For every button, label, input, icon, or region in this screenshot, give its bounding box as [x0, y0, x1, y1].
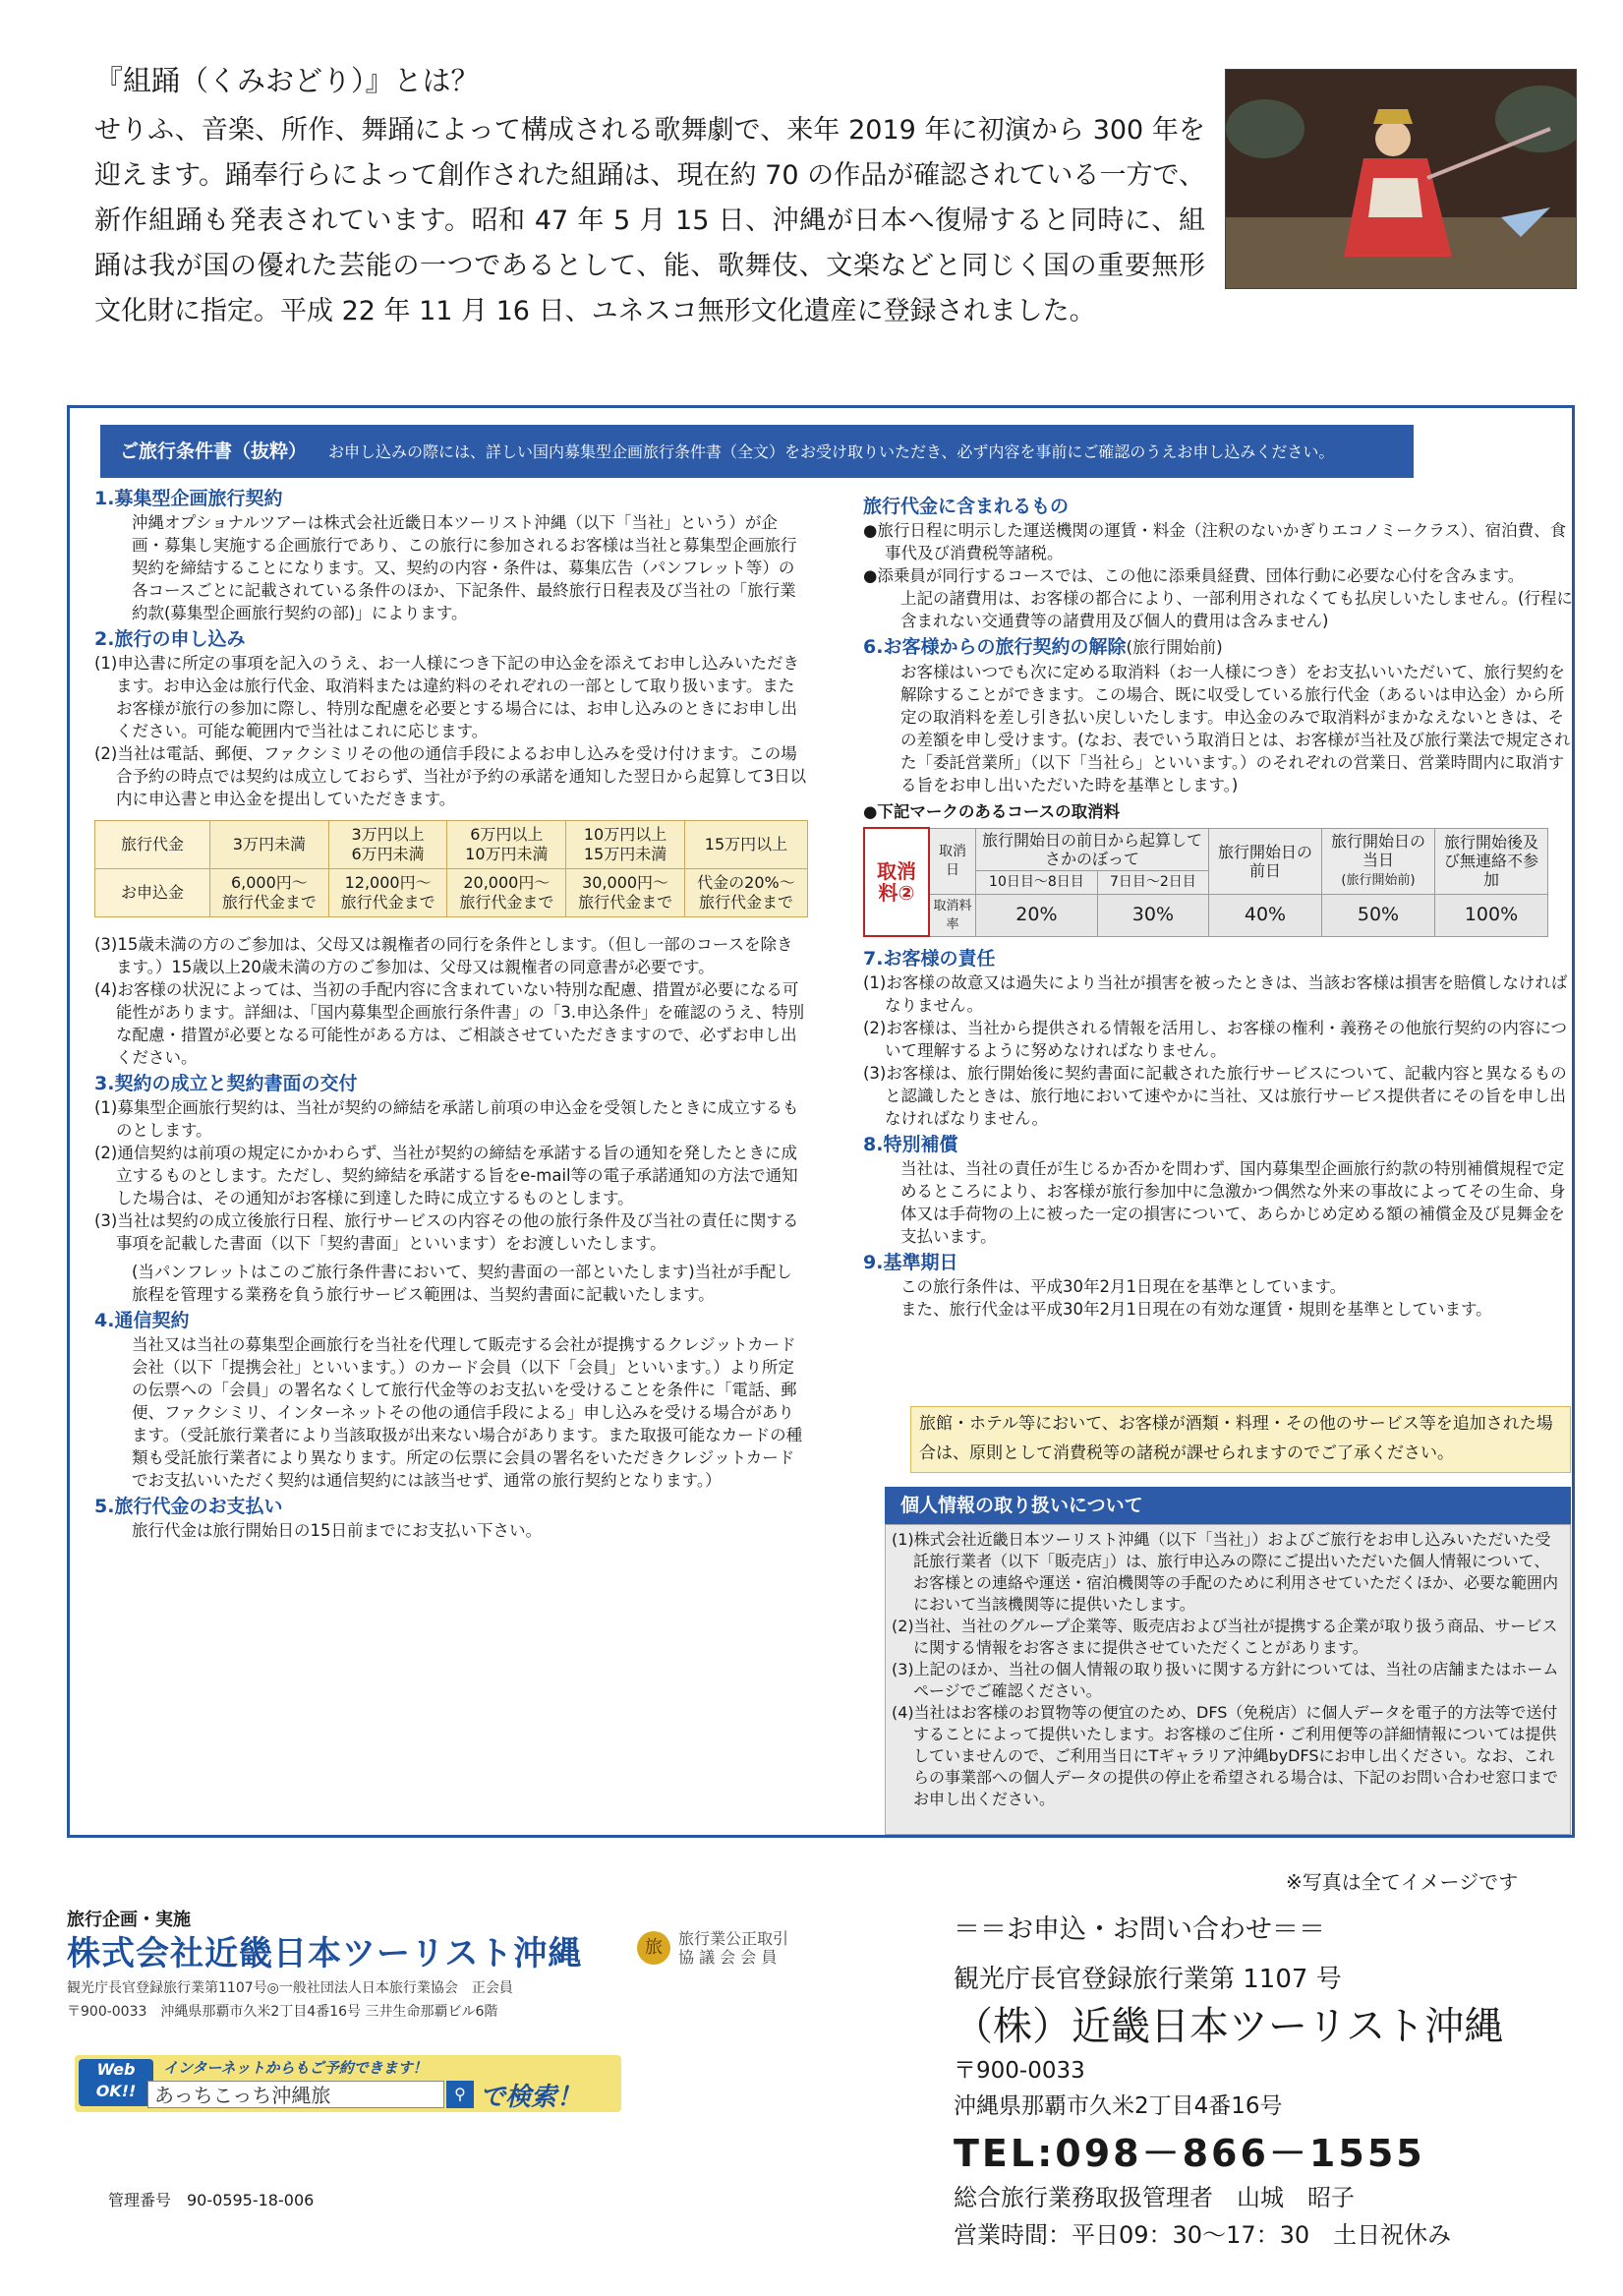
list-item: (1)株式会社近畿日本ツーリスト沖縄（以下「当社」）およびご旅行をお申し込みいただいた受託旅行業者（以下「販売店」）は、旅行申込みの際にご提出いただいた個人情報について、お客様との連絡や運送・宿泊機関等の手配のために利用させていただくほか、必要な範囲内において当該機関等に提供いたします。 — [892, 1530, 1559, 1614]
management-number: 管理番号 90-0595-18-006 — [108, 2191, 315, 2209]
list-item: (3)上記のほか、当社の個人情報の取り扱いに関する方針については、当社の店舗またはホームページでご確認ください。 — [892, 1660, 1559, 1700]
section-title: 2.旅行の申し込み — [94, 628, 246, 650]
table-cell: 12,000円〜 旅行代金まで — [328, 869, 447, 917]
table-cell: 10日目〜8日目 — [976, 870, 1098, 894]
business-hours: 営業時間：平日09：30〜17：30 土日祝休み — [954, 2221, 1452, 2249]
section-title: 9.基準期日 — [863, 1252, 958, 1273]
table-row — [95, 869, 808, 917]
table-cell: 30% — [1097, 894, 1208, 936]
zip-code: 〒900-0033 — [954, 2058, 1085, 2084]
terms-right-column — [863, 492, 1573, 1321]
table-cell: 40% — [1209, 894, 1322, 936]
registration-text: 観光庁長官登録旅行業第 1107 号 — [954, 1965, 1342, 1994]
search-icon[interactable]: ⚲ — [446, 2081, 474, 2108]
section-note: 上記の諸費用は、お客様の都合により、一部利用されなくても払戻しいたしません。(行程に含まれない交通費等の諸費用及び個人的費用は含みません) — [900, 589, 1573, 630]
list-item: ●添乗員が同行するコースでは、この他に添乗員経費、団体行動に必要な心付を含みます。 — [863, 566, 1525, 585]
intro-section — [94, 61, 1205, 334]
table-cell: 代金の20%〜 旅行代金まで — [684, 869, 807, 917]
section-title: 1.募集型企画旅行契約 — [94, 488, 283, 509]
section-note: (当パンフレットはこのご旅行条件書において、契約書面の一部といたします)当社が手配し旅程を管理する業務を負う旅行サービス範囲は、当契約書面に記載いたします。 — [132, 1263, 792, 1304]
table-row — [864, 894, 1548, 936]
address-text: 〒900-0033 沖縄県那覇市久米2丁目4番16号 三井生命那覇ビル6階 — [67, 2004, 498, 2020]
table-cell: 20% — [976, 894, 1098, 936]
search-input[interactable]: あっちこっち沖縄旅 — [147, 2081, 444, 2108]
list-item: (2)当社は電話、郵便、ファクシミリその他の通信手段によるお申し込みを受け付けます。この場合予約の時点では契約は成立しておらず、当社が予約の承諾を通知した翌日から起算して3日以内に申込書と申込金を提出していただきます。 — [94, 744, 807, 808]
address-text: 沖縄県那覇市久米2丁目4番16号 — [954, 2093, 1283, 2119]
deposit-table — [94, 820, 808, 917]
privacy-body — [885, 1524, 1571, 1835]
list-item: (2)通信契約は前項の規定にかかわらず、当社が契約の締結を承諾する旨の通知を発したときに成立するものとします。ただし、契約締結を承諾する旨をe-mail等の電子承諾通知の方法で通知した場合は、その通知がお客様に到達した時に成立するものとします。 — [94, 1144, 798, 1207]
table-row — [95, 821, 808, 869]
terms-left-column — [94, 484, 808, 1542]
table-cell: 3万円以上 6万円未満 — [328, 821, 447, 869]
list-item: (1)お客様の故意又は過失により当社が損害を被ったときは、当該お客様は損害を賠償しなければなりません。 — [863, 973, 1568, 1015]
planner-label: 旅行企画・実施 — [67, 1910, 191, 1930]
list-item: (4)お客様の状況によっては、当初の手配内容に含まれていない特別な配慮、措置が必要になる可能性があります。詳細は、「国内募集型企画旅行条件書」の「3.申込条件」を確認のうえ、特別な配慮・措置が必要となる可能性がある方は、ご相談させていただきますので、必ずお申し出ください。 — [94, 980, 805, 1067]
registration-text: 観光庁長官登録旅行業第1107号◎一般社団法人日本旅行業協会 正会員 — [67, 1980, 513, 1996]
web-ok-badge: Web OK!! — [79, 2059, 153, 2106]
table-cell: 10万円以上 15万円未満 — [566, 821, 685, 869]
section-title: 4.通信契約 — [94, 1310, 190, 1331]
company-name: 株式会社近畿日本ツーリスト沖縄 — [67, 1934, 583, 1973]
table-cell: 100% — [1435, 894, 1548, 936]
table-cell: 30,000円〜 旅行代金まで — [566, 869, 685, 917]
section-title: 8.特別補償 — [863, 1134, 958, 1155]
section-title: 7.お客様の責任 — [863, 948, 996, 970]
table-cell: 20,000円〜 旅行代金まで — [447, 869, 566, 917]
section-text: お客様はいつでも次に定める取消料（お一人様につき）をお支払いいただいて、旅行契約を解除することができます。この場合、既に収受している旅行代金（あるいは申込金）から所定の取消料を差し引き払い戻しいたします。申込金のみで取消料がまかなえないときは、その差額を申し受けます。(なお、表でいう取消日とは、お客様が当社及び旅行業法で規定された「委託営業所」（以下「当社ら」といいます。）のそれぞれの営業日、営業時間内に取消する旨をお申し出いただいた時を基準とします。) — [900, 663, 1571, 795]
table-cell: 取消日 — [929, 828, 976, 894]
terms-header — [100, 425, 1414, 478]
table-cell: 旅行代金 — [95, 821, 210, 869]
search-button[interactable]: で検索！ — [480, 2083, 583, 2112]
list-item: (4)当社はお客様のお買物等の便宜のため、DFS（免税店）に個人データを電子的方法等で送付することによって提供いたします。お客様のご住所・ご利用便等の詳細情報については提供していませんので、ご利用当日にTギャラリア沖縄byDFSにお申し出ください。なお、これらの事業部への個人データの提供の停止を希望される場合は、下記のお問い合わせ窓口までお申し出ください。 — [892, 1703, 1559, 1808]
section-text: 当社又は当社の募集型企画旅行を当社を代理して販売する会社が提携するクレジットカード会社（以下「提携会社」といいます。）のカード会員（以下「会員」といいます。）より所定の伝票への「会員」の署名なくして旅行代金等のお支払いを受けることを条件に「電話、郵便、ファクシミリ、インターネットその他の通信手段による」申し込みを受ける場合があります。（受託旅行業者により当該取扱が出来ない場合があります。また取扱可能なカードの種類も受託旅行業者により異なります。所定の伝票に会員の署名をいただきクレジットカードでお支払いいただく契約は通信契約には該当せず、通常の旅行契約となります。） — [132, 1335, 803, 1490]
table-cell: 6,000円〜 旅行代金まで — [210, 869, 329, 917]
section-text: この旅行条件は、平成30年2月1日現在を基準としています。 — [900, 1277, 1347, 1296]
list-item: (3)当社は契約の成立後旅行日程、旅行サービスの内容その他の旅行条件及び当社の責任に関する事項を記載した書面（以下「契約書面」といいます）をお渡しいたします。 — [94, 1211, 799, 1253]
web-message: インターネットからもご予約できます！ — [163, 2059, 428, 2077]
footer-right — [954, 1908, 1503, 2254]
table-cell: お申込金 — [95, 869, 210, 917]
section-title: 6.お客様からの旅行契約の解除(旅行開始前) — [863, 636, 1223, 658]
table-cell: 15万円以上 — [684, 821, 807, 869]
tax-note: 旅館・ホテル等において、お客様が酒類・料理・その他のサービス等を追加された場合は、原則として消費税等の諸税が課せられますのでご了承ください。 — [910, 1406, 1571, 1473]
table-cell: 取消料率 — [929, 894, 976, 936]
inquiry-heading: ＝＝お申込・お問い合わせ＝＝ — [954, 1914, 1325, 1945]
table-cell: 3万円未満 — [210, 821, 329, 869]
association-seal-icon: 旅 — [637, 1931, 670, 1965]
list-item: (2)当社、当社のグループ企業等、販売店および当社が提携する企業が取り扱う商品、サービスに関する情報をお客さまに提供させていただくことがあります。 — [892, 1617, 1558, 1657]
section-title: 旅行代金に含まれるもの — [863, 496, 1070, 517]
section-title: 3.契約の成立と契約書面の交付 — [94, 1073, 358, 1094]
cancel-mark: 取消料② — [864, 828, 929, 936]
section-text: 沖縄オプショナルツアーは株式会社近畿日本ツーリスト沖縄（以下「当社」という）が企画・募集し実施する企画旅行であり、この旅行に参加されるお客様は当社と募集型企画旅行契約を締結することになります。又、契約の内容・条件は、募集広告（パンフレット等）の各コースごとに記載されている条件のほか、下記条件、最終旅行日程表及び当社の「旅行業約款(募集型企画旅行契約の部)」によります。 — [132, 513, 797, 622]
cancel-heading: ●下記マークのあるコースの取消料 — [863, 802, 1121, 821]
section-text: 当社は、当社の責任が生じるか否かを問わず、国内募集型企画旅行約款の特別補償規程で定めるところにより、お客様が旅行参加中に急激かつ偶然な外来の事故によってその生命、身体又は手荷物の上に被った一定の損害について、あらかじめ定める額の補償金及び見舞金を支払います。 — [900, 1159, 1566, 1246]
table-cell: 旅行開始日の前日から起算してさかのぼって — [976, 828, 1209, 870]
section-title: 5.旅行代金のお支払い — [94, 1496, 283, 1517]
privacy-title: 個人情報の取り扱いについて — [885, 1487, 1571, 1524]
table-cell: 旅行開始日の前日 — [1209, 828, 1322, 894]
table-row — [864, 828, 1548, 870]
association-label: 旅行業公正取引 協 議 会 会 員 — [678, 1929, 789, 1967]
performer-image — [1226, 70, 1576, 288]
section-text: 旅行代金は旅行開始日の15日前までにお支払い下さい。 — [132, 1521, 542, 1540]
table-cell: 7日目〜2日目 — [1097, 870, 1208, 894]
section-text: また、旅行代金は平成30年2月1日現在の有効な運賃・規則を基準としています。 — [900, 1300, 1492, 1319]
table-cell: 6万円以上 10万円未満 — [447, 821, 566, 869]
cancel-fee-table — [863, 827, 1548, 937]
table-cell: 50% — [1322, 894, 1435, 936]
terms-title: ご旅行条件書（抜粋） — [120, 441, 308, 462]
intro-title: 『組踊（くみおどり）』とは？ — [94, 64, 480, 97]
list-item: (2)お客様は、当社から提供される情報を活用し、お客様の権利・義務その他旅行契約の内容について理解するように努めなければなりません。 — [863, 1019, 1568, 1060]
list-item: (1)募集型企画旅行契約は、当社が契約の締結を承諾し前項の申込金を受領したときに成立するものとします。 — [94, 1098, 799, 1140]
manager-name: 総合旅行業務取扱管理者 山城 昭子 — [954, 2184, 1355, 2211]
kumiodori-photo — [1225, 69, 1577, 289]
company-name: （株）近畿日本ツーリスト沖縄 — [954, 2004, 1504, 2049]
table-cell: 旅行開始後及び無連絡不参加 — [1435, 828, 1548, 894]
list-item: (1)申込書に所定の事項を記入のうえ、お一人様につき下記の申込金を添えてお申し込みいただきます。お申込金は旅行代金、取消料または違約料のそれぞれの一部として取り扱います。またお客様が旅行の参加に際し、特別な配慮を必要とする場合には、お申し込みのときにお申し出ください。可能な範囲内で当社はこれに応じます。 — [94, 654, 800, 740]
photo-note: ※写真は全てイメージです — [1286, 1870, 1519, 1894]
list-item: (3)お客様は、旅行開始後に契約書面に記載された旅行サービスについて、記載内容と異なるものと認識したときは、旅行地において速やかに当社、又は旅行サービス提供者にその旨を申し出なければなりません。 — [863, 1064, 1567, 1128]
table-cell: 旅行開始日の当日 (旅行開始前) — [1322, 828, 1435, 894]
intro-body: せりふ、音楽、所作、舞踊によって構成される歌舞劇で、来年 2019 年に初演から 300 年を迎えます。踊奉行らによって創作された組踊は、現在約 70 の作品が確認されている一方で、新作組踊も発表されています。昭和 47 年 5 月 15 日、沖縄が日本へ復帰すると同時に、組踊は我が国の優れた芸能の一つであるとして、能、歌舞伎、文楽などと同じく国の重要無形文化財に指定。平成 22 年 11 月 16 日、ユネスコ無形文化遺産に登録されました。 — [94, 115, 1205, 326]
list-item: ●旅行日程に明示した運送機関の運賃・料金（注釈のないかぎりエコノミークラス）、宿泊費、食事代及び消費税等諸税。 — [863, 521, 1567, 562]
list-item: (3)15歳未満の方のご参加は、父母又は親権者の同行を条件とします。（但し一部のコースを除きます。）15歳以上20歳未満の方のご参加は、父母又は親権者の同意書が必要です。 — [94, 935, 793, 976]
phone-number[interactable]: TEL:098－866－1555 — [954, 2132, 1425, 2175]
terms-note: お申し込みの際には、詳しい国内募集型企画旅行条件書（全文）をお受け取りいただき、必ず内容を事前にご確認のうえお申し込みください。 — [328, 442, 1335, 461]
